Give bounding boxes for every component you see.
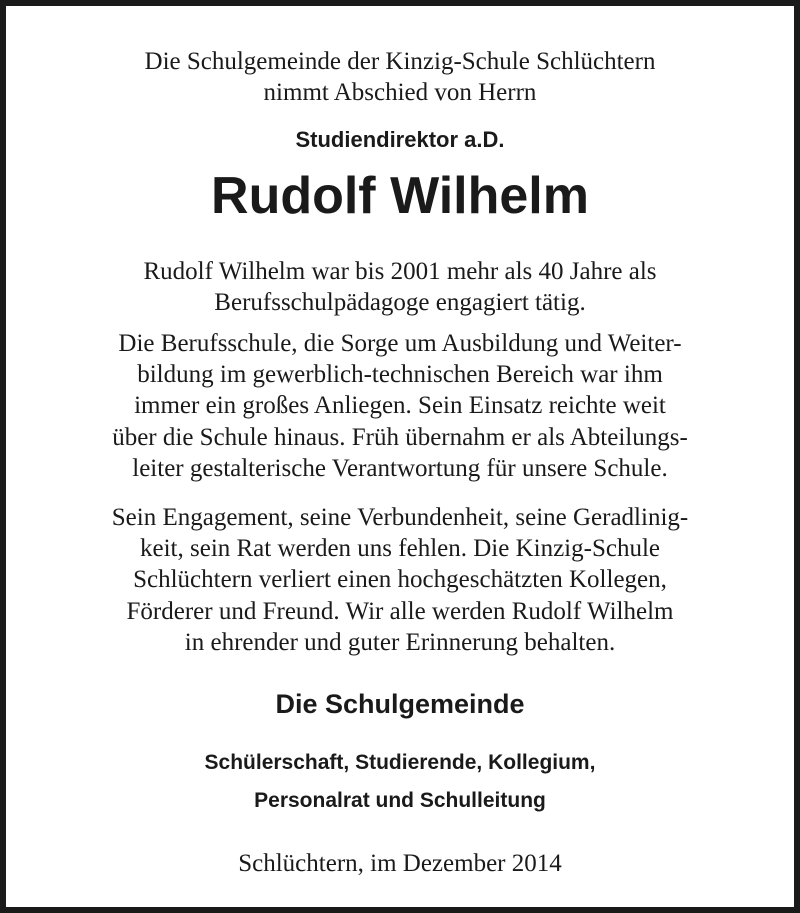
signer: Die Schulgemeinde [275,689,525,719]
text-line: Rudolf Wilhelm war bis 2001 mehr als 40 Jahre als [143,258,657,285]
text-line: in ehrender und guter Erinnerung behalten. [184,628,616,656]
members-line: Personalrat und Schulleitung [254,789,546,812]
intro-line: Die Schulgemeinde der Kinzig-Schule Schlüchtern [144,48,656,75]
text-line: immer ein großes Anliegen. Sein Einsatz reichte weit [134,392,666,420]
deceased-rank: Studiendirektor a.D. [295,127,505,152]
place-and-date: Schlüchtern, im Dezember 2014 [238,850,562,877]
paragraph-career [6,256,794,318]
text-line: Förderer und Freund. Wir alle werden Rudolf Wilhelm [126,597,674,625]
intro-text [6,46,794,108]
text-line: keit, sein Rat werden uns fehlen. Die Kinzig-Schule [140,535,660,563]
paragraph-commitment [6,328,794,484]
members-line: Schülerschaft, Studierende, Kollegium, [204,751,596,774]
signer-members [6,744,794,820]
text-line: leiter gestalterische Verantwortung für unsere Schule. [132,454,668,482]
paragraph-farewell [6,502,794,658]
text-line: Sein Engagement, seine Verbundenheit, seine Geradlinig- [111,504,689,531]
text-line: über die Schule hinaus. Früh übernahm er als Abteilungs- [112,423,688,451]
text-line: Schlüchtern verliert einen hochgeschätzten Kollegen, [133,566,667,594]
text-line: Berufsschulpädagoge engagiert tätig. [214,289,586,317]
intro-line: nimmt Abschied von Herrn [263,79,537,106]
text-line: Die Berufsschule, die Sorge um Ausbildung und Weiter- [118,330,682,357]
text-line: bildung im gewerblich-technischen Bereich war ihm [137,361,663,389]
deceased-name: Rudolf Wilhelm [211,167,589,225]
